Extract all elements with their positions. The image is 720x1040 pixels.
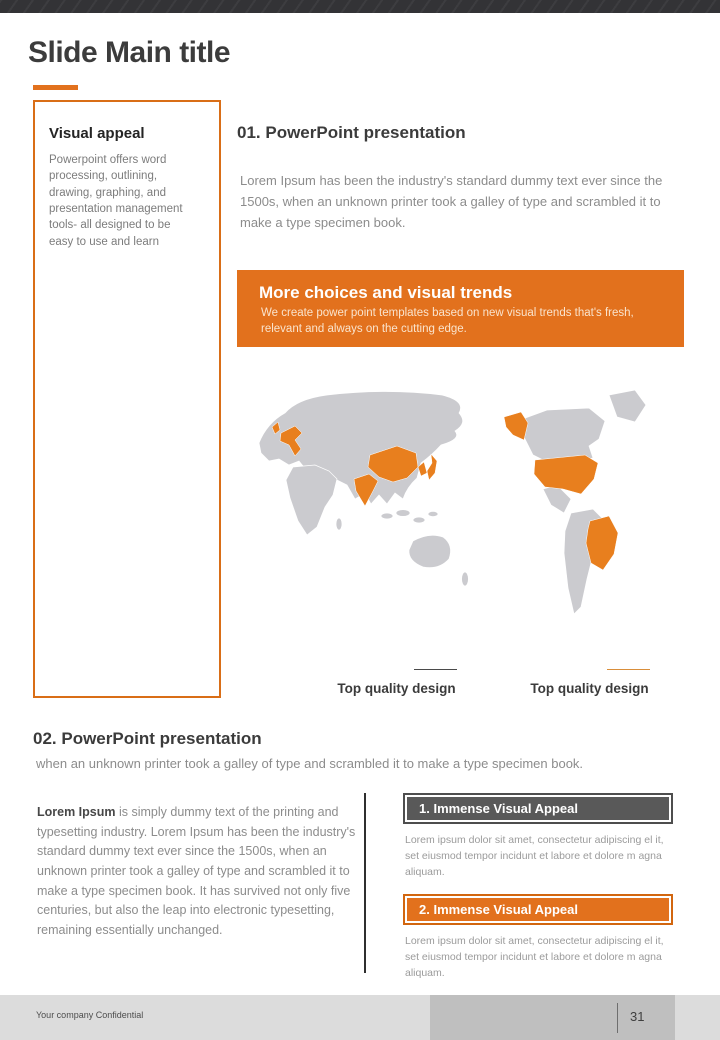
map-caption-left [336, 663, 457, 696]
visual-appeal-body: Powerpoint offers word processing, outlining, drawing, graphing, and presentation management tools- all designed to be easy to use and learn [49, 154, 183, 248]
map-brazil-highlight [586, 516, 618, 570]
footer-divider-line [617, 1003, 618, 1033]
map-alaska-highlight [504, 412, 528, 440]
map-australia [409, 535, 451, 567]
section2-right-column [403, 793, 673, 996]
banner-subtitle: We create power point templates based on new visual trends that's fresh, relevant and always on the cutting edge. [261, 307, 634, 336]
visual-appeal-card [33, 100, 221, 698]
card-2-body: Lorem ipsum dolor sit amet, consectetur adipiscing el it, set eiusmod tempor incidunt et labore et dolore m agna aliquam. [405, 935, 664, 979]
column-divider [364, 793, 366, 973]
footer-page-block [430, 995, 675, 1040]
caption-label-left: Top quality design [337, 681, 456, 696]
map-new-zealand [462, 572, 469, 586]
map-island-1 [381, 513, 393, 519]
section2-left-paragraph [37, 803, 359, 940]
section1-body: Lorem Ipsum has been the industry's standard dummy text ever since the 1500s, when an unknown printer took a galley of type and scrambled it to make a type specimen book. [240, 173, 663, 231]
page-number: 31 [630, 1009, 645, 1024]
map-caption-right [529, 663, 650, 696]
map-island-4 [428, 511, 438, 516]
footer-gap [0, 985, 720, 995]
card-1-label: 1. Immense Visual Appeal [403, 793, 673, 824]
page-title: Slide Main title [28, 36, 231, 69]
section1-heading: 01. PowerPoint presentation [237, 123, 466, 142]
section2-intro: when an unknown printer took a galley of type and scrambled it to make a type specimen book. [36, 756, 584, 771]
map-madagascar [336, 518, 342, 530]
lead-body: is simply dummy text of the printing and typesetting industry. Lorem Ipsum has been the industry's standard dummy text ever since the 1500s, when an unknown printer took a galley of type and scrambled it to make a type specimen book. It has survived not only five centuries, but also the leap into electronic typesetting, remaining essentially unchanged. [37, 805, 356, 937]
highlight-banner [237, 270, 684, 347]
map-usa-highlight [534, 455, 598, 494]
caption-tick-dark [414, 669, 457, 671]
caption-tick-orange [607, 669, 650, 671]
card-1-body: Lorem ipsum dolor sit amet, consectetur adipiscing el it, set eiusmod tempor incidunt et labore et dolore m agna aliquam. [405, 834, 664, 878]
caption-label-right: Top quality design [530, 681, 649, 696]
map-africa [286, 465, 337, 535]
footer-bar [0, 995, 720, 1040]
card-2-label: 2. Immense Visual Appeal [403, 894, 673, 925]
map-japan-highlight [427, 454, 437, 480]
map-greenland [609, 390, 646, 422]
world-map-graphic [237, 383, 697, 638]
map-island-3 [413, 517, 425, 523]
map-canada [517, 408, 605, 463]
map-island-2 [396, 510, 410, 517]
top-accent-bar [0, 0, 720, 13]
title-underline [33, 85, 78, 90]
banner-title: More choices and visual trends [259, 283, 513, 302]
lead-text: Lorem Ipsum [37, 805, 116, 819]
footer-confidential-text: Your company Confidential [36, 1010, 144, 1020]
section2-heading: 02. PowerPoint presentation [33, 729, 262, 748]
visual-appeal-title: Visual appeal [49, 125, 145, 142]
